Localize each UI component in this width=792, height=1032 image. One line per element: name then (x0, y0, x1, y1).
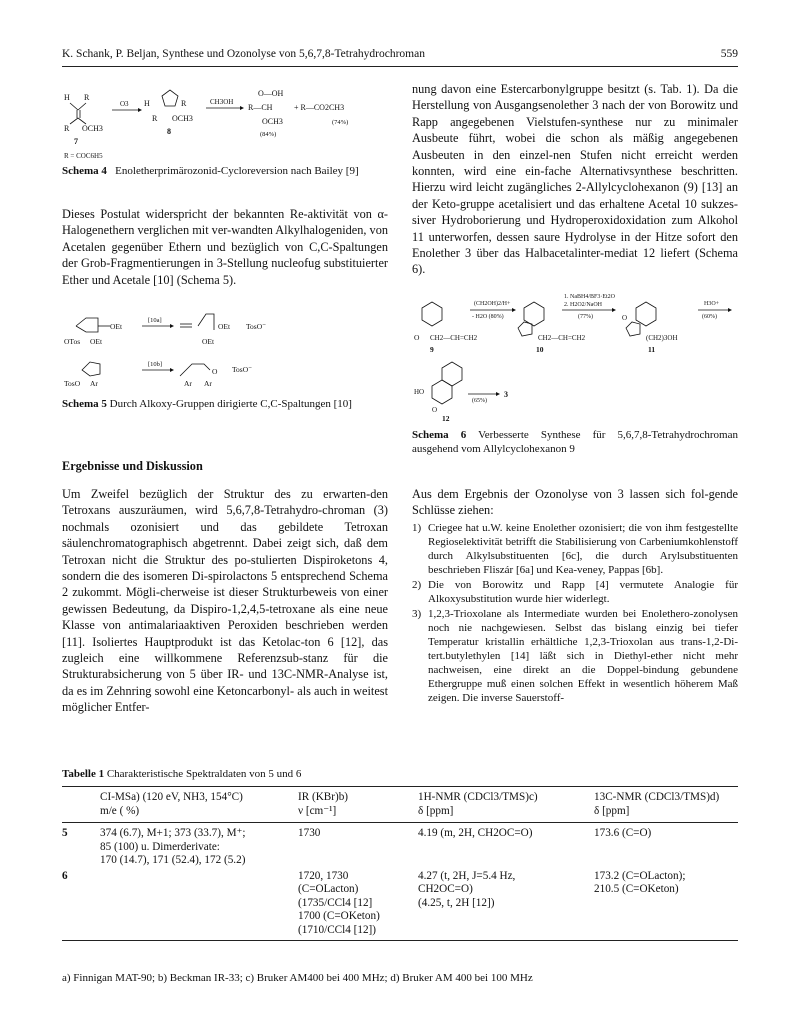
scheme-4-figure (62, 88, 388, 160)
conclusion-text: Die von Borowitz und Rapp [4] vermutete Analogie für Alkoxysubstitution wurde hier widerlegt. (428, 579, 738, 605)
scheme4-r-top: R (84, 93, 90, 102)
header-ms-unit: m/e ( %) (100, 804, 140, 817)
header-cnmr (594, 787, 738, 823)
header-compound (62, 787, 100, 823)
scheme5-toso-left: TosO (64, 379, 81, 388)
right-paragraph-1 (412, 81, 738, 278)
left-paragraph-1 (62, 206, 388, 288)
scheme4-yield-peroxide: (84%) (260, 131, 277, 138)
scheme4-o-oh: O—OH (258, 89, 284, 98)
conclusion-number: 3) (412, 608, 422, 620)
scheme6-reagent2-yield: (77%) (578, 314, 593, 320)
table-row (62, 868, 738, 941)
scheme4-r-ch: R—CH (248, 103, 273, 112)
row-compound: 6 (62, 868, 100, 941)
scheme4-yield-ester: (74%) (332, 119, 349, 126)
table-1-caption-label: Tabelle 1 (62, 768, 105, 780)
conclusions-list (412, 521, 738, 706)
scheme4-cpd8: 8 (167, 127, 171, 136)
scheme-5-figure (62, 306, 388, 392)
scheme6-o-9: O (414, 333, 420, 342)
ir-line: (1735/CCl4 [12] (298, 896, 373, 909)
scheme5-ar-2: Ar (184, 379, 192, 388)
row-ir (298, 868, 418, 941)
row-hnmr (418, 823, 594, 868)
scheme6-reagent2-top: 1. NaBH4/BF3·Et2O (564, 294, 615, 300)
conclusion-number: 2) (412, 579, 422, 591)
scheme6-reagent1-top: (CH2OH)2/H+ (474, 301, 511, 307)
header-ir-unit: ν [cm⁻¹] (298, 804, 337, 817)
row-cnmr (594, 868, 738, 941)
scheme6-reagent4-yield: (65%) (472, 398, 487, 404)
right-paragraph-2-text: Aus dem Ergebnis der Ozonolyse von 3 lassen sich fol-gende Schlüsse ziehen: (412, 487, 738, 518)
scheme4-och3: OCH3 (82, 124, 103, 133)
left-paragraph-1-text: Dieses Postulat widerspricht der bekannten Re-aktivität von α-Halogenethern verglichen mit ver-wandten Alkylhalogeniden, von Acetalen gegenüber Ethern und bezüglich von C,C-Spaltungen der Grob-Fragmentierungen in 3-Stellung nucleofug substituierter Ether und Acetale [10] (Schema 5). (62, 207, 388, 287)
scheme-5-caption-label: Schema 5 (62, 398, 107, 410)
header-ms (100, 787, 298, 823)
scheme4-r-mid2: R (152, 114, 158, 123)
scheme6-cpd12: 12 (442, 414, 450, 422)
ir-line: (C=OLacton) (298, 883, 359, 895)
running-title: K. Schank, P. Beljan, Synthese und Ozonolyse von 5,6,7,8-Tetrahydrochroman (62, 48, 425, 60)
scheme6-propanol: (CH2)3OH (646, 334, 678, 342)
scheme5-ref10b: [10b] (148, 361, 163, 368)
header-hnmr-unit: δ [ppm] (418, 804, 454, 817)
header-cnmr-title: 13C-NMR (CDCl3/TMS)d) (594, 791, 720, 803)
row-hnmr (418, 868, 594, 941)
conclusion-number: 1) (412, 522, 422, 534)
scheme4-o3: O3 (120, 100, 129, 108)
ms-line: 374 (6.7), M+1; 373 (33.7), M⁺; (100, 827, 246, 839)
scheme5-oet-3: OEt (218, 322, 231, 331)
right-paragraph-2 (412, 486, 738, 519)
scheme-6-figure (412, 290, 738, 422)
scheme-5-caption-text: Durch Alkoxy-Gruppen dirigierte C,C-Spaltungen [10] (109, 398, 352, 410)
scheme4-och3-2: OCH3 (172, 114, 193, 123)
ir-line: 1700 (C=OKeton) (298, 910, 380, 922)
scheme4-cpd7: 7 (74, 137, 78, 146)
page-number: 559 (720, 48, 738, 60)
row-ms (100, 868, 298, 941)
scheme4-r-mid: R (181, 99, 187, 108)
scheme6-reagent3-yield: (60%) (702, 314, 717, 320)
spectral-data-table (62, 786, 738, 941)
header-ir-title: IR (KBr)b) (298, 791, 349, 803)
scheme4-h2: H (144, 99, 150, 108)
scheme-5-caption (62, 397, 388, 411)
scheme6-cpd10: 10 (536, 345, 544, 354)
table-1-caption (62, 768, 301, 780)
cnmr-line: 210.5 (C=OKeton) (594, 883, 679, 895)
scheme-6-caption (412, 428, 738, 456)
row-compound: 5 (62, 827, 68, 839)
table-footnote: a) Finnigan MAT-90; b) Beckman IR-33; c) Bruker AM400 bei 400 MHz; d) Bruker AM 400 bei 100 MHz (62, 972, 533, 984)
row-cnmr (594, 823, 738, 868)
header-ir (298, 787, 418, 823)
left-paragraph-2 (62, 486, 388, 716)
scheme5-o: O (212, 367, 218, 376)
hnmr-line: 4.27 (t, 2H, J=5.4 Hz, (418, 869, 516, 882)
scheme6-reagent1-bottom: - H2O (80%) (472, 314, 504, 320)
scheme5-otos: OTos (64, 337, 81, 346)
conclusion-item (412, 578, 738, 606)
scheme4-ester: + R—CO2CH3 (294, 103, 345, 112)
ir-line: 1730 (298, 827, 321, 839)
header-hnmr (418, 787, 594, 823)
running-header (62, 48, 738, 67)
conclusion-text: Criegee hat u.W. keine Enolether ozonisiert; die von ihm festgestellte Regioselektivität betrifft die Stabilisierung von Carbeniumkohlenstoff durch Alkylsubstituenten [6c], die durch Arylsubstituenten beschrieben Fliszár [6a] und Kea-veney, Pappas [6b]. (428, 522, 738, 576)
scheme4-ch3oh: CH3OH (210, 98, 234, 106)
scheme6-allyl-10: CH2—CH=CH2 (538, 334, 586, 342)
header-ms-title: CI-MSa) (120 eV, NH3, 154°C) (100, 791, 243, 803)
scheme-4-caption-text: Enoletherprimärozonid-Cycloreversion nach Bailey [9] (115, 165, 359, 177)
conclusion-text: 1,2,3-Trioxolane als Intermediate wurden bei Enolethero-zonolysen noch nie nachgewiesen. Selbst das bislang einzig bei tiefer Temperatur kristallin erhältliche 1,2,3-Trioxolan aus trans-1,2-Di-tert.butylethylen [14] läßt sich in Diethyl-ether nicht mehr nachweisen, eine direkt an die Doppel-bindung gebundene Ethergruppe muß einen solchen Effekt in wesentlich höherem Maß zeigen. Die inverse Sauerstoff- (428, 608, 738, 704)
conclusion-item (412, 607, 738, 705)
row-ir (298, 823, 418, 868)
left-paragraph-2-text: Um Zweifel bezüglich der Struktur des zu erwarten-den Tetroxans auszuräumen, wird 5,6,7,8-Tetrahydro-chroman (3) nochmals ozonisiert und das gebildete Tetroxan säulenchromatographisch abgetrennt. Dabei zeigt sich, daß dem Tetroxan nicht die Struktur des po-stulierten Dispiroketons 4, sondern die des isomeren Di-spirolactons 5 entsprechend Schema 2 zukommt. Mögli-cherweise ist dieser Strukturbeweis von einer gewissen Bedeutung, da Dispiro-1,2,4,5-tetroxane als eine neue Klasse von antimalariaaktiven Peroxiden beschrieben werden [11]. Isoliertes Hauptprodukt ist das Ketolac-ton 6 [12], das zugleich eine willkommene Referenzsub-stanz für die Strukturabsicherung von 5 über IR- und 13C-NMR-Analyse ist, da es im Zehnring sowohl eine Ketoncarbonyl- als auch in weitest möglicher Entfer- (62, 487, 388, 715)
scheme6-ho: HO (414, 388, 425, 396)
scheme6-o-12: O (432, 406, 438, 414)
cnmr-line: 173.6 (C=O) (594, 827, 652, 839)
scheme5-oet-4: OEt (202, 337, 215, 346)
scheme6-allyl-9: CH2—CH=CH2 (430, 334, 478, 342)
scheme6-cpd11: 11 (648, 345, 656, 354)
ir-line: 1720, 1730 (298, 869, 349, 882)
header-hnmr-title: 1H-NMR (CDCl3/TMS)c) (418, 791, 538, 803)
section-heading-container (62, 458, 388, 474)
scheme6-reagent2-mid: 2. H2O2/NaOH (564, 302, 602, 308)
scheme5-oet-1: OEt (110, 322, 123, 331)
scheme5-oet-2: OEt (90, 337, 103, 346)
table-1-caption-text: Charakteristische Spektraldaten von 5 und 6 (106, 768, 302, 780)
scheme5-ar-1: Ar (90, 379, 98, 388)
scheme4-r-definition: R = COC6H5 (64, 152, 103, 160)
scheme5-ref10a: [10a] (148, 317, 162, 324)
hnmr-line: 4.19 (m, 2H, CH2OC=O) (418, 827, 533, 839)
scheme6-cpd3: 3 (504, 390, 508, 399)
scheme6-reagent3-top: H3O+ (704, 301, 720, 307)
ms-line: 85 (100) u. Dimerderivate: (100, 840, 220, 853)
section-heading: Ergebnisse und Diskussion (62, 459, 203, 473)
hnmr-line: CH2OC=O) (418, 883, 473, 895)
ir-line: (1710/CCl4 [12]) (298, 923, 376, 936)
header-cnmr-unit: δ [ppm] (594, 804, 630, 817)
scheme5-toso-1: TosO⁻ (246, 322, 267, 331)
ms-line: 170 (14.7), 171 (52.4), 172 (5.2) (100, 854, 246, 866)
scheme4-r-bottom: R (64, 124, 70, 133)
table-row (62, 823, 738, 868)
scheme6-o-11: O (622, 314, 628, 322)
scheme-6-caption-text: Verbesserte Synthese für 5,6,7,8-Tetrahydrochroman ausgehend vom Allylcyclohexanon 9 (412, 429, 738, 455)
scheme6-cpd9: 9 (430, 345, 434, 354)
scheme-4-caption-label: Schema 4 (62, 165, 107, 177)
scheme-6-caption-label: Schema 6 (412, 429, 467, 441)
scheme4-och3-3: OCH3 (262, 117, 283, 126)
hnmr-line: (4.25, t, 2H [12]) (418, 896, 495, 909)
scheme5-ar-3: Ar (204, 379, 212, 388)
scheme4-h: H (64, 93, 70, 102)
scheme-4-caption (62, 164, 388, 178)
row-ms (100, 823, 298, 868)
scheme5-toso-2: TosO⁻ (232, 365, 253, 374)
right-paragraph-1-text: nung davon eine Estercarbonylgruppe besitzt (s. Tab. 1). Da die Herstellung von Ausgangsenolether 3 nach der von Borowitz und Rapp angegebenen Vielstufen-synthese nur zu minimaler Ausbeute führt, wobei die schon als mäßig angegebenen Ausbeuten in den einzel-nen Stufen nicht erreicht werden konnten, wird eine ein-fache Alternativsynthese beschritten. Hierzu wird leicht zugängliches 2-Allylcyclohexanon (9) [13] an der Keto-gruppe acetalisiert und das erhaltene Acetal 10 sukzes-siver Hydroborierung und Hydroperoxidoxidation zum Alkohol 11 unterworfen, dessen saure Hydrolyse in der Hitze sofort den Enolether 3 über das Halbacetalinter-mediat 12 liefert (Schema 6). (412, 82, 738, 277)
cnmr-line: 173.2 (C=OLacton); (594, 869, 686, 882)
conclusion-item (412, 521, 738, 577)
